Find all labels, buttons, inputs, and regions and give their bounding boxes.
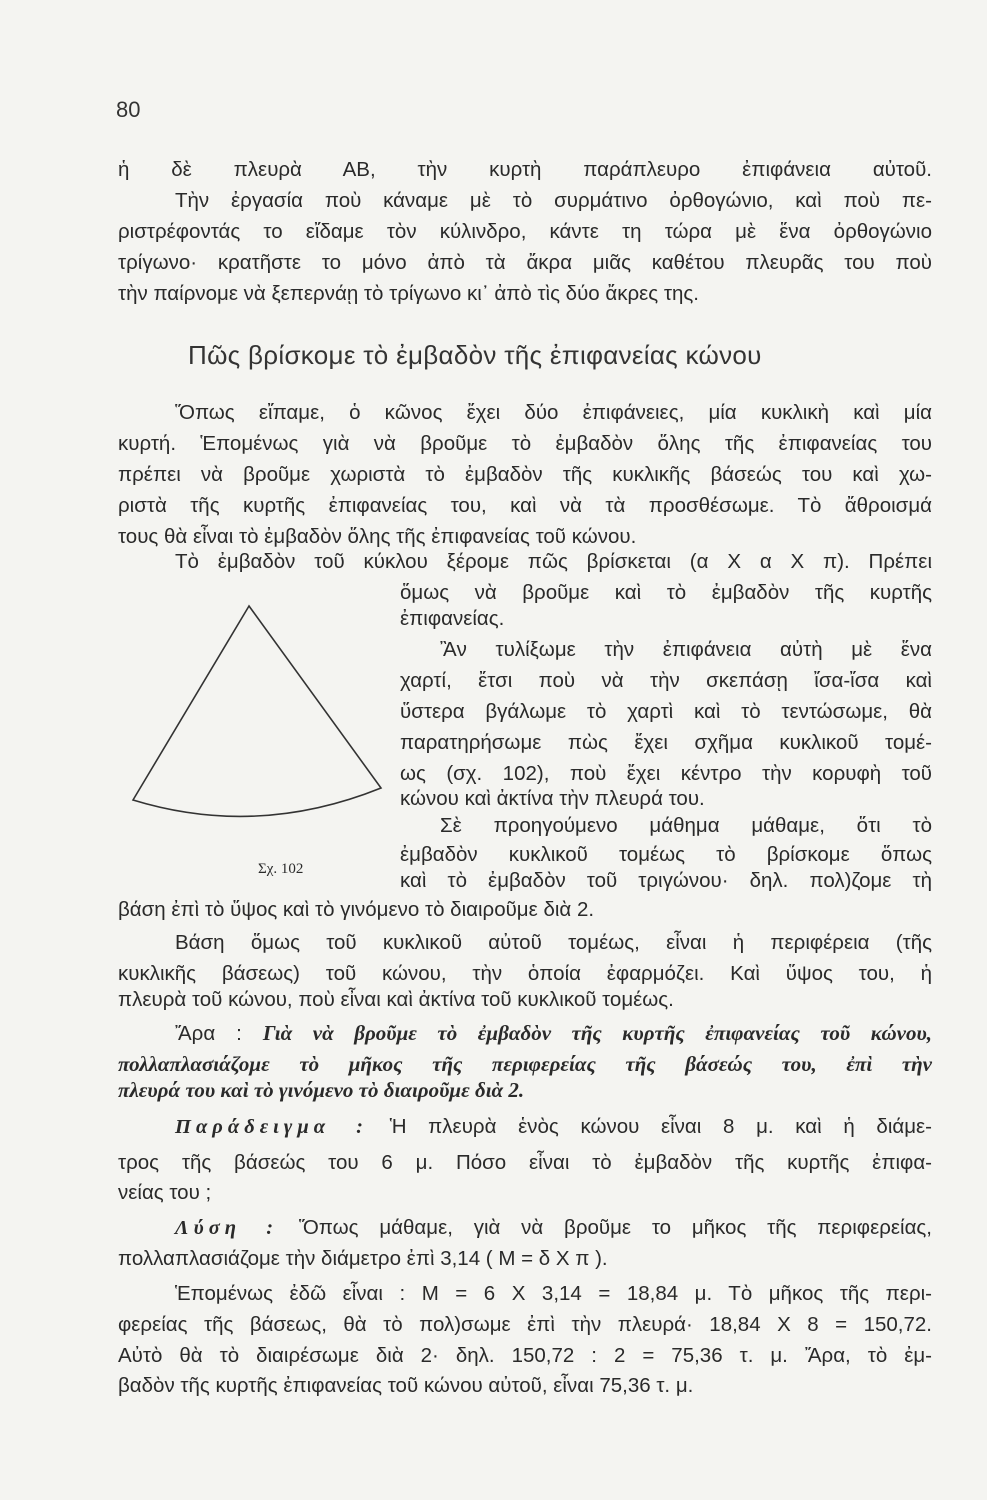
solution-text: Ὅπως μάθαμε, γιὰ νὰ βροῦμε το μῆκος τῆς περιφερείας, xyxy=(298,1216,932,1239)
text-line: καὶ τὸ ἐμβαδὸν τοῦ τριγώνου· δηλ. πολ)ζομε τὴ xyxy=(400,869,932,892)
text-line: βαδὸν τῆς κυρτῆς ἐπιφανείας τοῦ κώνου αὐτοῦ, εἶναι 75,36 τ. μ. xyxy=(118,1374,694,1397)
example-text: Ἡ πλευρὰ ἑνὸς κώνου εἶναι 8 μ. καὶ ἡ διάμε- xyxy=(389,1115,933,1138)
text-line: Ὅπως εἴπαμε, ὁ κῶνος ἔχει δύο ἐπιφάνειες, μία κυκλικὴ καὶ μία xyxy=(175,401,932,424)
text-line: ως (σχ. 102), ποὺ ἔχει κέντρο τὴν κορυφὴ τοῦ xyxy=(400,762,932,785)
text-line: ριστὰ τῆς κυρτῆς ἐπιφανείας του, καὶ νὰ τὰ προσθέσωμε. Τὸ ἄθροισμά xyxy=(118,494,932,517)
example-line xyxy=(175,1114,932,1140)
text-line: Τὸ ἐμβαδὸν τοῦ κύκλου ξέρομε πῶς βρίσκεται (α Χ α Χ π). Πρέπει xyxy=(175,550,932,573)
text-line: κυρτή. Ἑπομένως γιὰ νὰ βροῦμε τὸ ἐμβαδὸν ὅλης τῆς ἐπιφανείας του xyxy=(118,432,932,455)
text-line: κώνου καὶ ἀκτίνα τὴν πλευρά του. xyxy=(400,787,705,810)
text-line: πολλαπλασιάζομε τὴν διάμετρο ἐπὶ 3,14 ( Μ = δ Χ π ). xyxy=(118,1247,608,1270)
rule-text: Γιὰ νὰ βροῦμε τὸ ἐμβαδὸν τῆς κυρτῆς ἐπιφανείας τοῦ κώνου, xyxy=(262,1021,932,1045)
text-line: Βάση ὅμως τοῦ κυκλικοῦ αὐτοῦ τομέως, εἶναι ἡ περιφέρεια (τῆς xyxy=(175,931,932,954)
text-line: ριστρέφοντάς το εἴδαμε τὸν κύλινδρο, κάντε τη τώρα μὲ ἕνα ὀρθογώνιο xyxy=(118,220,932,243)
section-heading: Πῶς βρίσκομε τὸ ἐμβαδὸν τῆς ἐπιφανείας κώνου xyxy=(188,340,762,370)
example-label: Παράδειγμα : xyxy=(175,1116,368,1138)
text-line: Ἂν τυλίξωμε τὴν ἐπιφάνεια αὐτὴ μὲ ἕνα xyxy=(440,638,932,661)
rule-prefix: Ἄρα : xyxy=(175,1022,242,1045)
text-line: Σὲ προηγούμενο μάθημα μάθαμε, ὅτι τὸ xyxy=(440,814,932,837)
text-line: Αὐτὸ θὰ τὸ διαιρέσωμε διὰ 2· δηλ. 150,72 : 2 = 75,36 τ. μ. Ἄρα, τὸ ἐμ- xyxy=(118,1344,932,1367)
text-line: τρος τῆς βάσεώς του 6 μ. Πόσο εἶναι τὸ ἐμβαδὸν τῆς κυρτῆς ἐπιφα- xyxy=(118,1151,932,1174)
solution-label: Λύση : xyxy=(175,1217,279,1239)
text-line: ἐμβαδὸν κυκλικοῦ τομέως τὸ βρίσκομε ὅπως xyxy=(400,843,932,866)
text-line: φερείας τῆς βάσεως, θὰ τὸ πολ)σωμε ἐπὶ τὴν πλευρά· 18,84 Χ 8 = 150,72. xyxy=(118,1313,932,1336)
circular-sector-figure xyxy=(125,600,395,850)
text-line: παρατηρήσωμε πὼς ἔχει σχῆμα κυκλικοῦ τομέ- xyxy=(400,731,932,754)
sector-outline xyxy=(133,606,381,816)
rule-line: πλευρά του καὶ τὸ γινόμενο τὸ διαιροῦμε διὰ 2. xyxy=(118,1078,525,1102)
text-line: ἐπιφανείας. xyxy=(400,607,505,630)
rule-line: πολλαπλασιάζομε τὸ μῆκος τῆς περιφερείας τῆς βάσεώς του, ἐπὶ τὴν xyxy=(118,1052,932,1076)
text-line: κυκλικῆς βάσεως) τοῦ κώνου, τὴν ὁποία ἐφαρμόζει. Καὶ ὕψος του, ἡ xyxy=(118,962,932,985)
text-line: χαρτί, ἔτσι ποὺ νὰ τὴν σκεπάσῃ ἴσα-ἴσα καὶ xyxy=(400,669,932,692)
figure-caption: Σχ. 102 xyxy=(258,861,304,877)
text-line: Τὴν ἐργασία ποὺ κάναμε μὲ τὸ συρμάτινο ὀρθογώνιο, καὶ ποὺ πε- xyxy=(175,189,932,212)
page-number: 80 xyxy=(116,97,141,122)
rule-line xyxy=(175,1020,932,1047)
text-line: ἡ δὲ πλευρὰ ΑΒ, τὴν κυρτὴ παράπλευρο ἐπιφάνεια αὐτοῦ. xyxy=(118,158,932,181)
text-line: ὅμως νὰ βροῦμε καὶ τὸ ἐμβαδὸν τῆς κυρτῆς xyxy=(400,581,932,604)
text-line: τους θὰ εἶναι τὸ ἐμβαδὸν ὅλης τῆς ἐπιφανείας τοῦ κώνου. xyxy=(118,525,637,548)
text-line: πλευρὰ τοῦ κώνου, ποὺ εἶναι καὶ ἀκτίνα τοῦ κυκλικοῦ τομέως. xyxy=(118,988,674,1011)
text-line: ὕστερα βγάλωμε τὸ χαρτὶ καὶ τὸ τεντώσωμε, θὰ xyxy=(400,700,932,723)
text-line: βάση ἐπὶ τὸ ὕψος καὶ τὸ γινόμενο τὸ διαιροῦμε διὰ 2. xyxy=(118,898,595,921)
text-line: τὴν παίρνομε νὰ ξεπερνάῃ τὸ τρίγωνο κι᾽ ἀπὸ τὶς δύο ἄκρες της. xyxy=(118,282,699,305)
text-line: νείας του ; xyxy=(118,1181,212,1204)
text-line: Ἑπομένως ἐδῶ εἶναι : Μ = 6 Χ 3,14 = 18,84 μ. Τὸ μῆκος τῆς περι- xyxy=(175,1282,932,1305)
solution-line xyxy=(175,1215,932,1241)
text-line: πρέπει νὰ βροῦμε χωριστὰ τὸ ἐμβαδὸν τῆς κυκλικῆς βάσεώς του καὶ χω- xyxy=(118,463,932,486)
text-line: τρίγωνο· κρατῆστε το μόνο ἀπὸ τὰ ἄκρα μιᾶς καθέτου πλευρᾶς του ποὺ xyxy=(118,251,932,274)
